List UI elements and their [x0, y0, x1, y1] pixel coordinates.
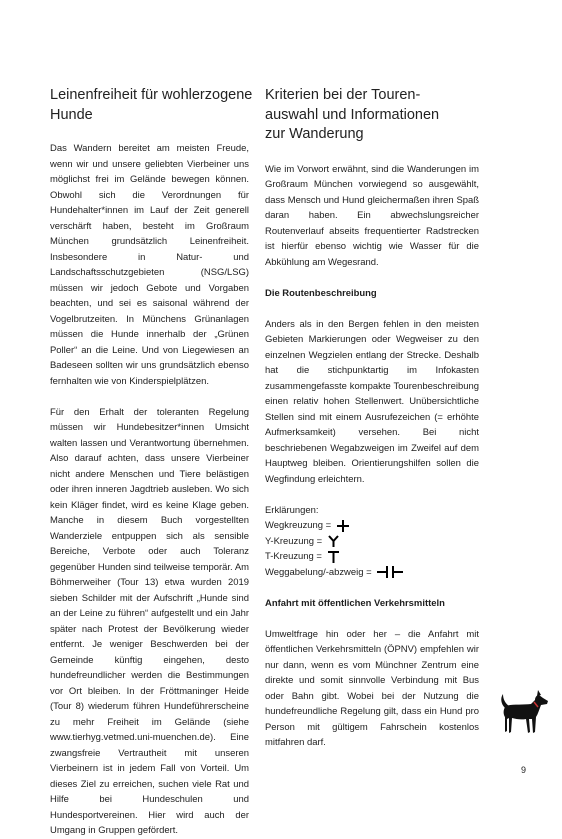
paragraph-gap [265, 611, 479, 627]
left-title-line: Leinenfreiheit für wohlerzogene [50, 87, 253, 103]
right-title-line: zur Wanderung [265, 126, 364, 142]
left-section-title [50, 86, 253, 125]
crossroad-icon [337, 520, 349, 532]
legend-item-ykreuzung [265, 534, 479, 550]
transport-heading: Anfahrt mit öffentlichen Verkehrsmitteln [265, 597, 445, 609]
leash-paragraph-2: Für den Erhalt der toleranten Regelung müssen wir Hundebesitzer*innen Umsicht walten lassen und Verantwortung übernehmen. Also darauf achten, dass unsere Vierbeiner nicht andere Menschen und Tiere belästigen oder ihren inneren Jagdtrieb ausleben. Wo sich kein Kläger findet, wird es keine Klage geben. Manche in diesem Buch vorgestellten Wanderziele entpuppen sich als sensible Bereiche, Verbote oder auch Toleranz gegenüber Hunden sind teilweise temporär. Am Böhmerweiher (Tour 13) etwa wurden 2019 sieben Schilder mit der Aufschrift „Hunde sind an der Leine zu führen“ aufgestellt und ein Jahr später nach Protest der Bevölkerung wieder entfernt. Je weniger Beschwerden bei der Gemeinde künftig eingehen, desto hundefreundlicher werden die Bestimmungen vor Ort bleiben. In der Fröttmaninger Heide (Tour 8) wiederum führen Hundeführerscheine zu mehr Freiheit im Gelände (siehe www.tierhyg.vetmed.uni-muenchen.de). Eine zwangsfreie Vertrautheit mit unseren Vierbeinern ist in jedem Fall von Vorteil. Um dieses Ziel zu erreichen, suchen viele Rat und Hilfe bei Hundeschulen und Hundesportvereinen. Hier wird auch der Umgang in Gruppen gefördert. [50, 406, 249, 836]
t-junction-icon [328, 551, 339, 563]
legend-item-wegkreuzung [265, 518, 479, 534]
right-column [265, 86, 479, 751]
right-title-line: Kriterien bei der Touren- [265, 87, 421, 103]
fork-icon [377, 566, 403, 578]
intro-paragraph: Wie im Vorwort erwähnt, sind die Wanderungen im Großraum München vorwiegend so ausgewählt, dass Mensch und Hund gleichermaßen ihren Spaß daran haben. Ein abwechslungsreicher Routenverlauf abseits frequentierter Radstrecken ist hierfür ebenso wichtig wie Wasser für die Abkühlung am Wegesrand. [265, 163, 479, 268]
legend [265, 503, 479, 581]
legend-label: Wegkreuzung = [265, 520, 332, 531]
legend-label: Weggabelung/-abzweig = [265, 566, 372, 578]
legend-label: T-Kreuzung = [265, 551, 322, 562]
legend-title: Erklärungen: [265, 504, 319, 516]
paragraph-gap [50, 389, 249, 405]
right-title-line: auswahl und Informationen [265, 106, 440, 123]
leash-paragraph-1: Das Wandern bereitet am meisten Freude, wenn wir und unsere geliebten Vierbeiner uns möglichst frei im Gelände bewegen können. Obwohl sich die Verordnungen für Hundehalter*innen im Lauf der Zeit generell verschärft haben, besteht im Großraum München grundsätzlich Leinenfreiheit. Insbesondere in Natur- und Landschaftsschutzgebieten (NSG/LSG) müssen wir jedoch Gebote und Vorgaben beachten, und sei es saisonal während der Vogelbrutzeiten. In Münchens Grünanlagen müssen die Hunde innerhalb der „Grünen Poller“ an die Leine. Und von Liegewiesen an Badeseen sollten wir uns grundsätzlich ebenso fernhalten wie von Kinderspielplätzen. [50, 143, 249, 387]
route-paragraph: Anders als in den Bergen fehlen in den meisten Gebieten Markierungen oder Wegweiser zu den einzelnen Wegzielen entlang der Strecke. Deshalb hat die stichpunktartig im Infokasten zusammengefasste kompakte Tourenbeschreibung einen relativ hohen Stellenwert. Unübersichtliche Stellen sind mit einem Ausrufezeichen (= erhöhte Aufmerksamkeit) versehen. Bei nicht beschriebenen Wegabzweigen im Zweifel auf dem Hauptweg bleiben. Orientierungshilfen sollen die Wegfindung erleichtern. [265, 318, 479, 485]
legend-item-tkreuzung [265, 549, 479, 565]
route-heading: Die Routenbeschreibung [265, 287, 377, 299]
left-title-line: Hunde [50, 106, 93, 123]
y-junction-icon [328, 535, 339, 547]
legend-label: Y-Kreuzung = [265, 535, 323, 547]
page-number: 9 [521, 765, 527, 775]
dog-silhouette-icon [497, 686, 549, 738]
right-section-title [265, 86, 479, 145]
paragraph-gap [265, 301, 479, 317]
paragraph-gap [265, 270, 479, 286]
paragraph-gap [265, 487, 479, 503]
legend-item-weggabelung [265, 565, 479, 581]
left-column [50, 86, 253, 839]
paragraph-gap [265, 580, 479, 596]
transport-paragraph: Umweltfrage hin oder her – die Anfahrt mit öffentlichen Verkehrsmitteln (ÖPNV) empfehlen wir nur dann, wenn es vom Münchner Zentrum eine direkte und somit sinnvolle Verbindung mit Bus oder Bahn gibt. Wobei bei der Nutzung die hundefreundliche Regelung gilt, dass ein Hund pro Person mit gültigem Fahrschein kostenlos mitfahren darf. [265, 628, 479, 748]
